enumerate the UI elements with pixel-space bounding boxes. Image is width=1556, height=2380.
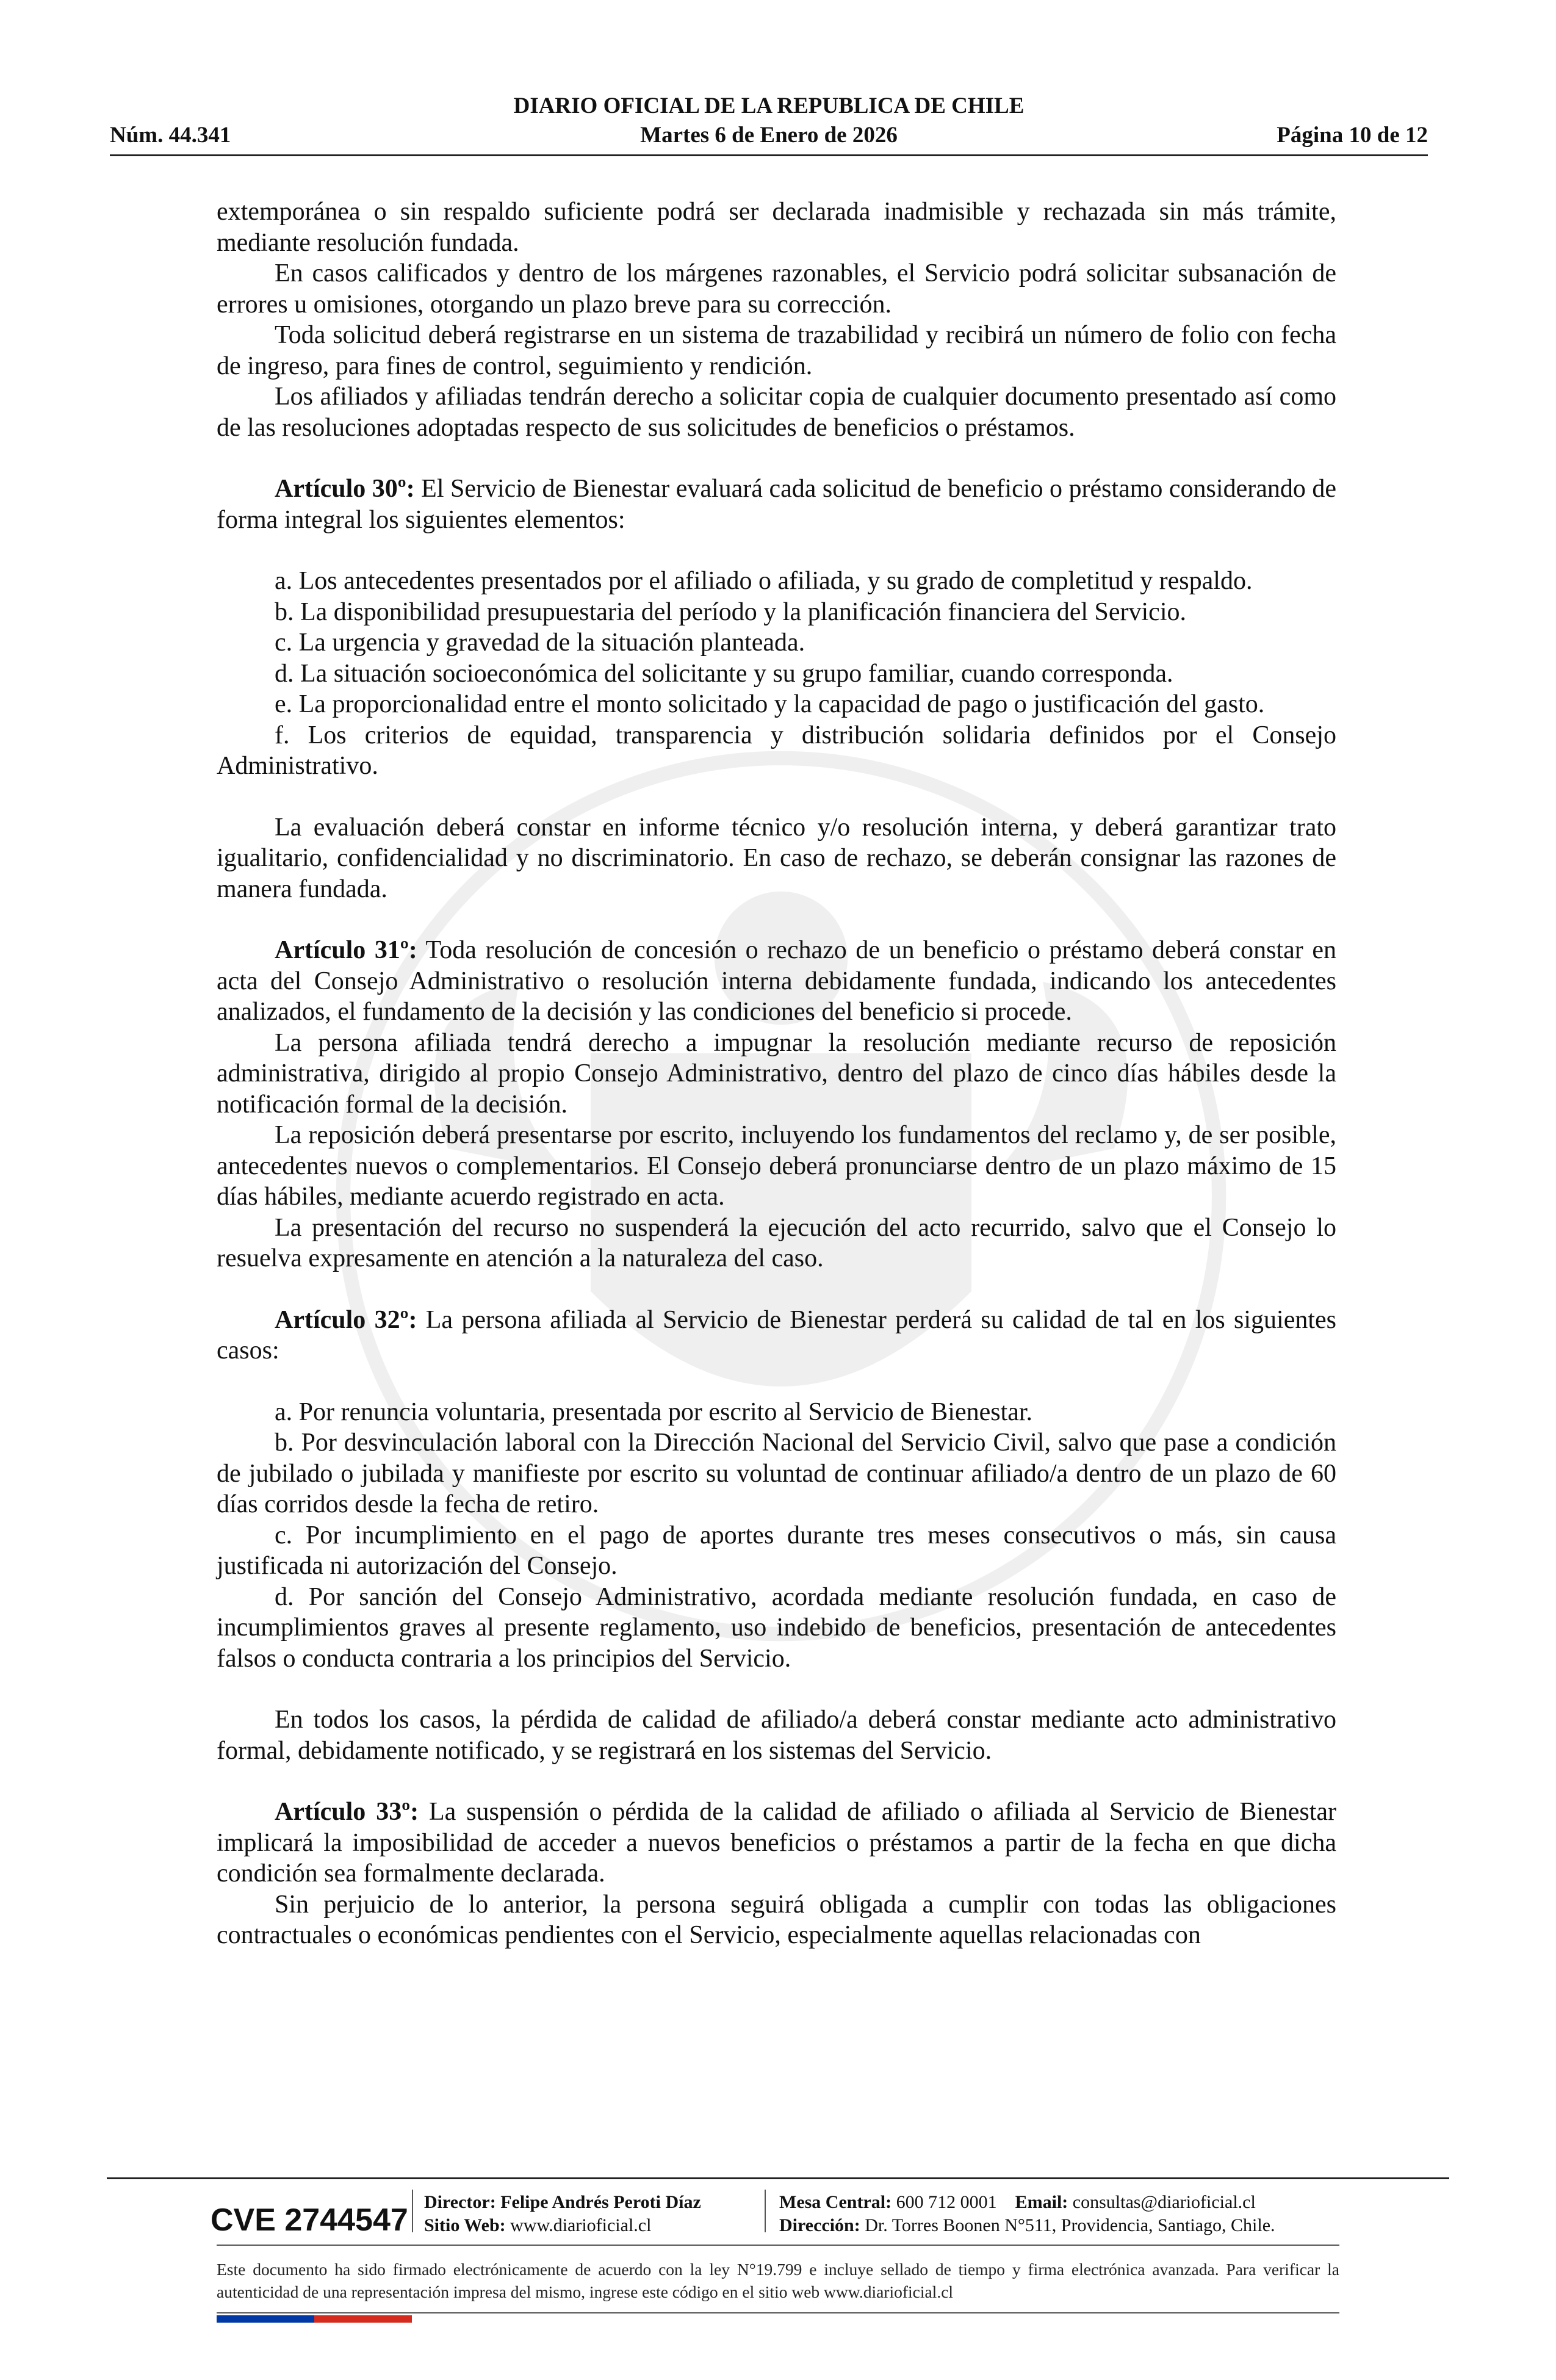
article-text: La persona afiliada al Servicio de Bienestar perderá su calidad de tal en los siguientes casos: (217, 1305, 1336, 1365)
flag-stripe (217, 2315, 412, 2323)
paragraph: En casos calificados y dentro de los márgenes razonables, el Servicio podrá solicitar subsanación de errores u omisiones, otorgando un plazo breve para su corrección. (217, 259, 1336, 319)
flag-blue-stripe (217, 2315, 314, 2323)
list-item: d. Por sanción del Consejo Administrativo, acordada mediante resolución fundada, en caso de incumplimientos graves al presente reglamento, uso indebido de beneficios, presentación de antecedentes falsos o conducta contraria a los principios del Servicio. (217, 1582, 1336, 1673)
article-30-list (217, 566, 1336, 782)
article-heading: Artículo 32º: (275, 1305, 417, 1334)
page-footer (107, 2177, 1449, 2367)
list-item: a. Los antecedentes presentados por el afiliado o afiliada, y su grado de completitud y respaldo. (275, 567, 1253, 595)
list-item: e. La proporcionalidad entre el monto solicitado y la capacidad de pago o justificación del gasto. (275, 690, 1265, 718)
paragraph: extemporánea o sin respaldo suficiente podrá ser declarada inadmisible y rechazada sin más trámite, mediante resolución fundada. (217, 198, 1336, 257)
paragraph: La presentación del recurso no suspenderá la ejecución del acto recurrido, salvo que el Consejo lo resuelva expresamente en atención a la naturaleza del caso. (217, 1213, 1336, 1272)
director-name: Felipe Andrés Peroti Díaz (500, 2192, 701, 2212)
mesa-phone: 600 712 0001 (896, 2192, 997, 2212)
paragraph: La persona afiliada tendrá derecho a impugnar la resolución mediante recurso de reposición administrativa, dirigido al propio Consejo Administrativo, dentro del plazo de cinco días hábiles desde la notificación formal de la decisión. (217, 1028, 1336, 1119)
list-item: b. Por desvinculación laboral con la Dirección Nacional del Servicio Civil, salvo que pase a condición de jubilado o jubilada y manifieste por escrito su voluntad de continuar afiliado/a dentro de un plazo de 60 días corridos desde la fecha de retiro. (217, 1429, 1336, 1518)
article-32-list (217, 1397, 1336, 1675)
site-label: Sitio Web: (424, 2215, 506, 2235)
footer-rule (217, 2312, 1339, 2313)
cve-code: CVE 2744547 (211, 2202, 408, 2238)
issue-date: Martes 6 de Enero de 2026 (640, 123, 898, 148)
flag-red-stripe (314, 2315, 412, 2323)
list-item: c. La urgencia y gravedad de la situación planteada. (275, 629, 805, 657)
footer-contact-block (779, 2191, 1275, 2237)
paragraph: En todos los casos, la pérdida de calidad de afiliado/a deberá constar mediante acto administrativo formal, debidamente notificado, y se registrará en los sistemas del Servicio. (217, 1706, 1336, 1765)
list-item: f. Los criterios de equidad, transparencia y distribución solidaria definidos por el Consejo Administrativo. (217, 721, 1336, 780)
article-32 (217, 1305, 1336, 1366)
header-center (110, 92, 1428, 150)
page-header (110, 92, 1428, 159)
list-item: a. Por renuncia voluntaria, presentada por escrito al Servicio de Bienestar. (275, 1397, 1033, 1426)
paragraph: Toda solicitud deberá registrarse en un sistema de trazabilidad y recibirá un número de folio con fecha de ingreso, para fines de control, seguimiento y rendición. (217, 321, 1336, 380)
address: Dr. Torres Boonen N°511, Providencia, Santiago, Chile. (865, 2215, 1275, 2235)
footer-director-block (424, 2191, 701, 2237)
address-label: Dirección: (779, 2215, 860, 2235)
article-heading: Artículo 31º: (275, 936, 417, 964)
footer-rule (107, 2177, 1449, 2179)
email-label: Email: (1015, 2192, 1068, 2212)
article-text: Toda resolución de concesión o rechazo de un beneficio o préstamo deberá constar en acta del Consejo Administrativo o resolución interna debidamente fundada, indicando los antecedentes analizados, el fundamento de la decisión y las condiciones del beneficio si procede. (217, 936, 1336, 1026)
paragraph: Sin perjuicio de lo anterior, la persona seguirá obligada a cumplir con todas las obligaciones contractuales o económicas pendientes con el Servicio, especialmente aquellas relacionadas con (217, 1890, 1336, 1949)
legal-notice: Este documento ha sido firmado electrónicamente de acuerdo con la ley N°19.799 e incluye sellado de tiempo y firma electrónica avanzada. Para verificar la autenticidad de una representación impresa del mismo, ingrese este código en el sitio web www.diarioficial.cl (217, 2260, 1339, 2301)
list-item: d. La situación socioeconómica del solicitante y su grupo familiar, cuando corresponda. (275, 659, 1173, 688)
list-item: c. Por incumplimiento en el pago de aportes durante tres meses consecutivos o más, sin causa justificada ni autorización del Consejo. (217, 1521, 1336, 1580)
document-body (217, 197, 1336, 1951)
director-label: Director: (424, 2192, 496, 2212)
article-heading: Artículo 33º: (275, 1798, 419, 1826)
paragraph: Los afiliados y afiliadas tendrán derecho a solicitar copia de cualquier documento presentado así como de las resoluciones adoptadas respecto de sus solicitudes de beneficios o préstamos. (217, 383, 1336, 442)
paragraph: La reposición deberá presentarse por escrito, incluyendo los fundamentos del reclamo y, de ser posible, antecedentes nuevos o complementarios. El Consejo deberá pronunciarse dentro de un plazo máximo de 15 días hábiles, mediante acuerdo registrado en acta. (217, 1121, 1336, 1211)
article-heading: Artículo 30º: (275, 475, 415, 503)
paragraph: La evaluación deberá constar en informe técnico y/o resolución interna, y deberá garantizar trato igualitario, confidencialidad y no discriminatorio. En caso de rechazo, se deberán consignar las razones de manera fundada. (217, 813, 1336, 903)
newspaper-title: DIARIO OFICIAL DE LA REPUBLICA DE CHILE (513, 93, 1025, 118)
footer-divider (412, 2190, 413, 2232)
page-number: Página 10 de 12 (1277, 123, 1428, 148)
article-31 (217, 935, 1336, 1028)
article-33 (217, 1797, 1336, 1889)
mesa-label: Mesa Central: (779, 2192, 892, 2212)
list-item: b. La disponibilidad presupuestaria del período y la planificación financiera del Servicio. (275, 597, 1186, 626)
email-link[interactable]: consultas@diarioficial.cl (1072, 2192, 1256, 2212)
article-30 (217, 474, 1336, 535)
issue-number: Núm. 44.341 (110, 123, 231, 148)
footer-divider (765, 2190, 766, 2232)
header-rule (110, 154, 1428, 156)
footer-rule (217, 2245, 1339, 2246)
article-text: El Servicio de Bienestar evaluará cada solicitud de beneficio o préstamo considerando de forma integral los siguientes elementos: (217, 475, 1336, 534)
site-link[interactable]: www.diarioficial.cl (510, 2215, 652, 2235)
article-text: La suspensión o pérdida de la calidad de afiliado o afiliada al Servicio de Bienestar implicará la imposibilidad de acceder a nuevos beneficios o préstamos a partir de la fecha en que dicha condición sea formalmente declarada. (217, 1798, 1337, 1888)
